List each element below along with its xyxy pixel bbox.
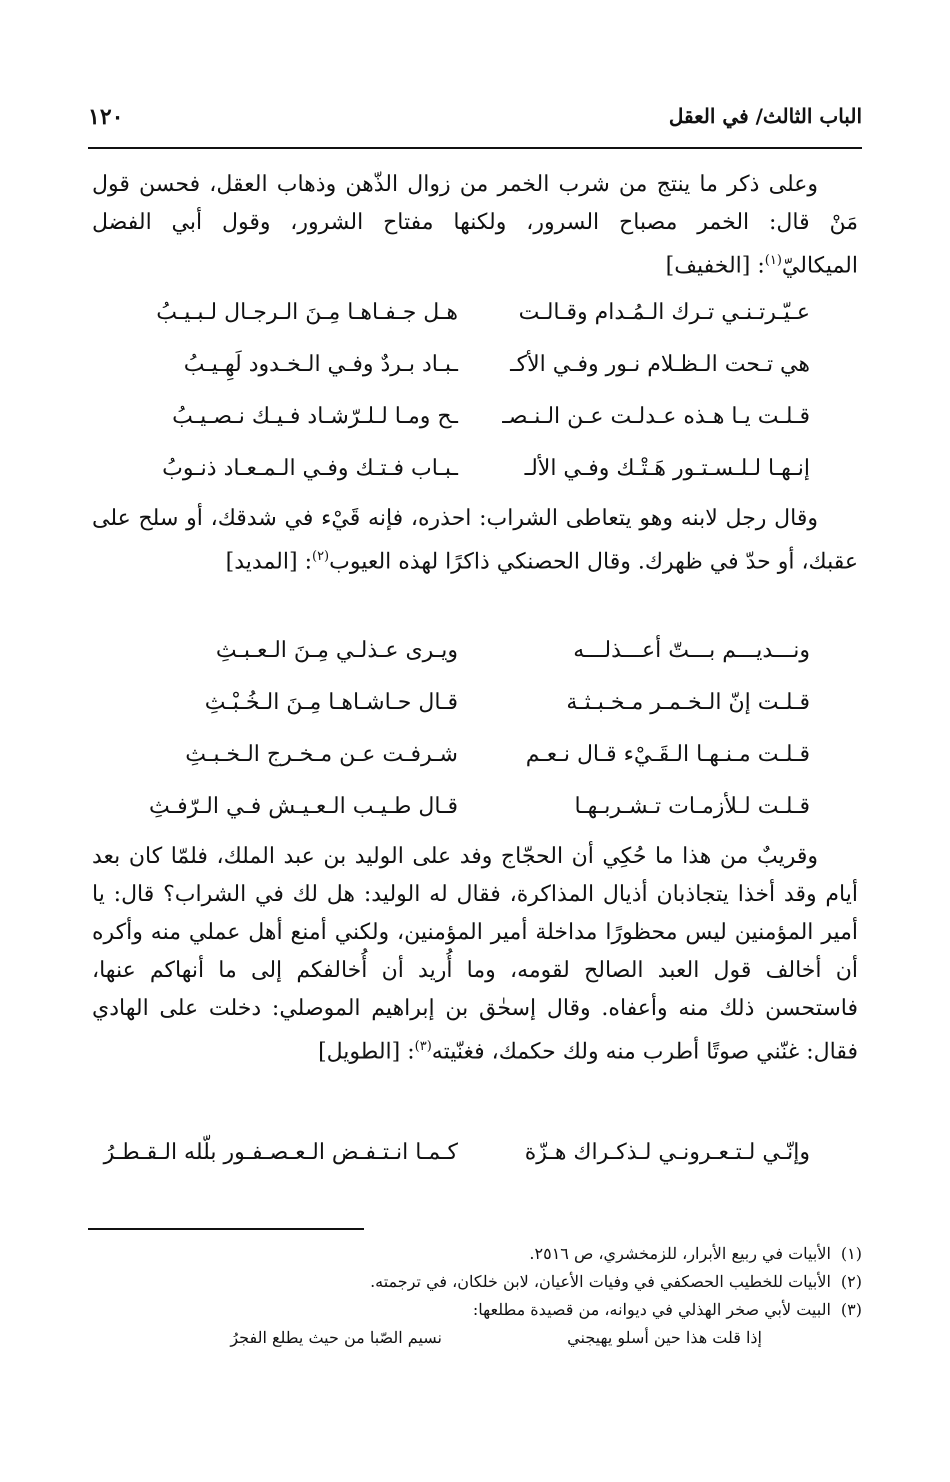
second-hemistich: ـبـاب فـتـك وفـي الـمـعـاد ذنـوبُ <box>162 456 458 481</box>
footnote-ref: (٢) <box>311 549 330 564</box>
meter-label: : [الخفيف] <box>665 253 765 279</box>
footnote-number: (٣) <box>840 1300 862 1319</box>
first-hemistich: قـلـت إنّ الـخـمـر مـخـبـثـة <box>566 690 810 715</box>
footnote-text: الأبيات في ربيع الأبرار، للزمخشري، ص ٢٥١٦. <box>529 1244 831 1263</box>
second-hemistich: هـل جـفـاهـا مِـنَ الـرجـال لـبـيـبُ <box>156 300 458 325</box>
page-header <box>88 100 862 142</box>
paragraph-3 <box>92 838 858 1071</box>
header-rule <box>88 147 862 149</box>
footnote-ref: (١) <box>764 253 782 268</box>
footnote-number: (١) <box>840 1244 862 1263</box>
footnote-number: (٢) <box>840 1272 862 1291</box>
second-hemistich: ـبـاد بـردٌ وفـي الـخـدود لَهِـيـبُ <box>183 352 458 377</box>
first-hemistich: إنـهـا لـلـسـتـور هَـتْـك وفـي الألـ <box>524 456 810 481</box>
footnote <box>88 1268 862 1296</box>
footnote <box>88 1296 862 1324</box>
second-hemistich: قـال طـيـب الـعـيـش فـي الـرّفـثِ <box>149 794 458 819</box>
first-hemistich: قـلـت يـا هـذه عـدلـت عـن الـنـصـ <box>502 404 810 429</box>
verse-line <box>140 450 810 502</box>
page-number: ١٢٠ <box>88 104 124 130</box>
footnote-text: البيت لأبي صخر الهذلي في ديوانه، من قصيدة مطلعها: <box>472 1300 831 1319</box>
meter-label: : [الطويل] <box>318 1039 415 1065</box>
verse-line <box>140 788 810 840</box>
first-hemistich: قـلـت مـنـهـا الـقَـيْء قـال نـعـم <box>525 742 810 767</box>
verse-line <box>140 736 810 788</box>
paragraph-2 <box>92 500 858 581</box>
second-hemistich: قـال حـاشـاهـا مِـنَ الـخُـبْـثِ <box>204 690 458 715</box>
paragraph-text: وقال رجل لابنه وهو يتعاطى الشراب: احذره، فإنه قَيْء في شدقك، أو سلح على عقبك، أو حدّ في ظهرك. وقال الحصنكي ذاكرًا لهذه العيوب <box>92 506 858 575</box>
verse-line <box>140 294 810 346</box>
second-hemistich: ـح ومـا لـلـرّشـاد فـيـك نـصـيـبُ <box>172 404 458 429</box>
first-hemistich: ونـــديـــم بـــتّ أعـــذلـــه <box>573 638 810 663</box>
footnote-verse <box>88 1326 862 1360</box>
footnote-ref: (٣) <box>414 1039 432 1054</box>
footnote-rule <box>88 1228 364 1230</box>
first-hemistich: إذا قلت هذا حين أسلو يهيجني <box>567 1328 762 1347</box>
first-hemistich: عـيّـرتـنـي تـرك الـمُـدام وقـالـت <box>518 300 810 325</box>
paragraph-1 <box>92 166 858 285</box>
footnote-text: الأبيات للخطيب الحصكفي في وفيات الأعيان، لابن خلكان، في ترجمته. <box>370 1272 831 1291</box>
poem-3 <box>103 1134 810 1186</box>
first-hemistich: قـلـت لـلأزمـات تـشـربـهـا <box>574 794 810 819</box>
paragraph-text: وقريبٌ من هذا ما حُكِي أن الحجّاج وفد على الوليد بن عبد الملك، فلمّا كان بعد أيام وقد أخذا يتجاذبان أذيال المذاكرة، فقال له الوليد: هل لك في الشراب؟ قال: يا أمير المؤمنين ليس محظورًا مداخلة أمير المؤمنين، ولكني أمنع أهل عملي منه وأكره أن أخالف قول العبد الصالح لقومه، وما أُريد أن أُخالفكم إلى ما أنهاكم عنها، فاستحسن ذلك منه وأعفاه. وقال إسحٰق بن إبراهيم الموصلي: دخلت على الهادي فقال: غنّني صوتًا أطرب منه ولك حكمك، فغنّيته <box>92 844 858 1065</box>
footnotes <box>88 1240 862 1360</box>
verse-line <box>140 632 810 684</box>
first-hemistich: هي تـحت الـظـلام نـور وفـي الأكـ <box>510 352 810 377</box>
first-hemistich: وإنّـي لـتـعـرونـي لـذكـراك هـزّة <box>524 1140 810 1165</box>
verse-line <box>140 346 810 398</box>
verse-line <box>140 684 810 736</box>
meter-label: : [المديد] <box>225 549 312 575</box>
paragraph-text: وعلى ذكر ما ينتج من شرب الخمر من زوال الذّهن وذهاب العقل، فحسن قول مَنْ قال: الخمر مصباح السرور، ولكنها مفتاح الشرور، وقول أبي الفضل الميكاليّ <box>92 172 858 279</box>
second-hemistich: ويـرى عـذلـي مِـنَ الـعـبـثِ <box>215 638 458 663</box>
running-title: الباب الثالث/ في العقل <box>668 104 862 128</box>
verse-line <box>103 1134 810 1186</box>
footnote <box>88 1240 862 1268</box>
second-hemistich: نسيم الصّبا من حيث يطلع الفجرُ <box>230 1328 442 1347</box>
second-hemistich: كـمـا انـتـفـض الـعـصـفـور بلّله الـقـطـرُ <box>103 1140 458 1165</box>
poem-1 <box>140 294 810 502</box>
verse-line <box>140 398 810 450</box>
second-hemistich: شـرفـت عـن مـخـرج الـخـبـثِ <box>185 742 458 767</box>
poem-2 <box>140 632 810 840</box>
